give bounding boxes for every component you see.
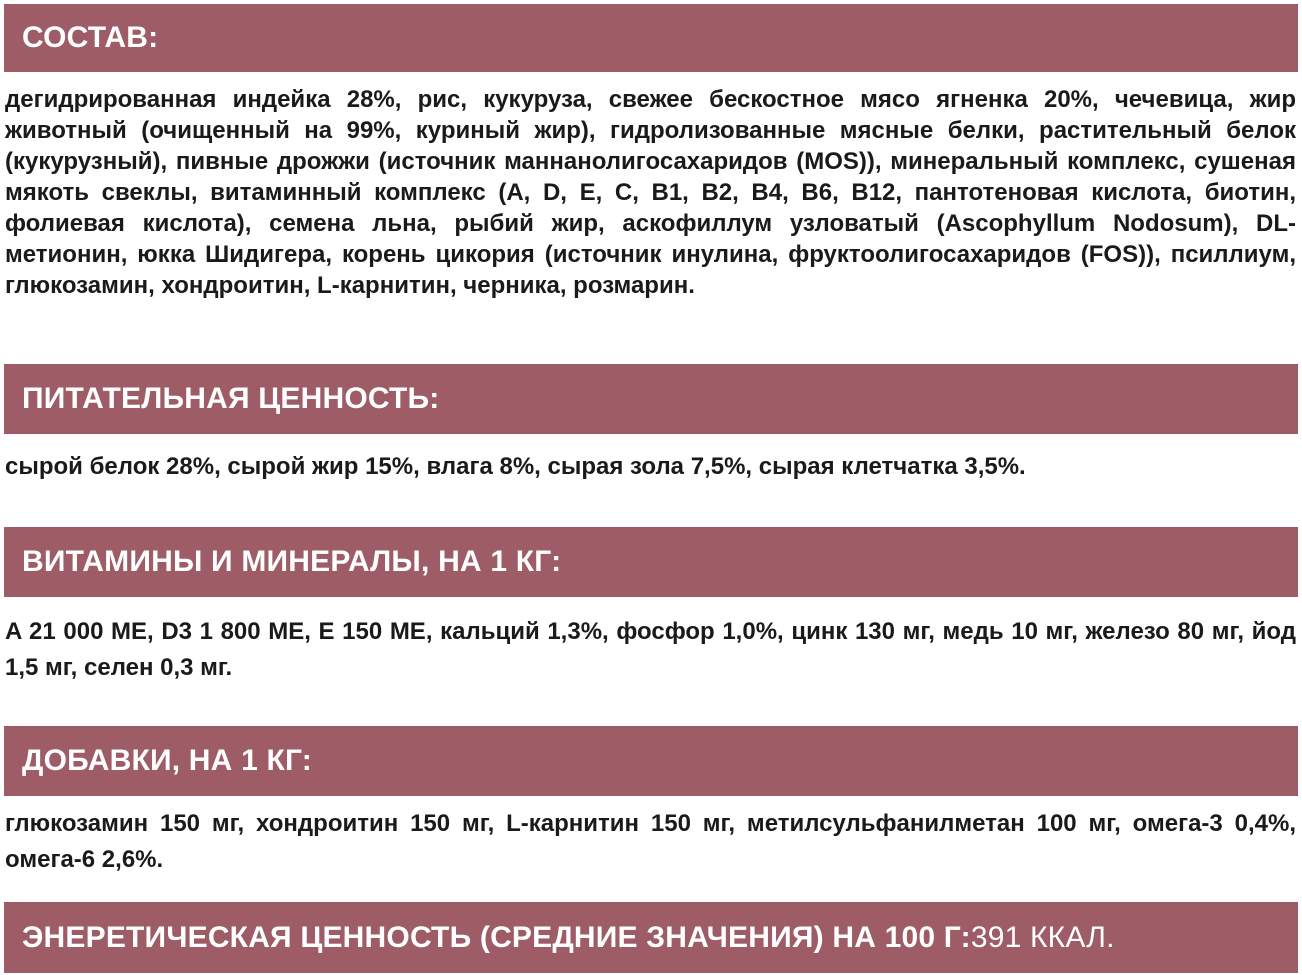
vitamins-title: ВИТАМИНЫ И МИНЕРАЛЫ, НА 1 КГ:: [22, 545, 562, 578]
energy-value: 391 ККАЛ.: [970, 920, 1115, 954]
nutrition-text: сырой белок 28%, сырой жир 15%, влага 8%, сырая зола 7,5%, сырая клетчатка 3,5%.: [5, 453, 1026, 480]
nutrition-title: ПИТАТЕЛЬНАЯ ЦЕННОСТЬ:: [22, 382, 440, 415]
composition-title: СОСТАВ:: [22, 21, 159, 54]
composition-text: дегидрированная индейка 28%, рис, кукуруза, свежее бескостное мясо ягненка 20%, чечевица, жир животный (очищенный на 99%, куриный жир), гидролизованные мясные белки, растительный белок (кукурузный), пивные дрожжи (источник маннанолигосахаридов (MOS)), минеральный комплекс, сушеная мякоть свеклы, витаминный комплекс (A, D, E, C, B1, B2, B4, B6, B12, пантотеновая кислота, биотин, фолиевая кислота), семена льна, рыбий жир, аскофиллум узловатый (Ascophyllum Nodosum), DL-метионин, юкка Шидигера, корень цикория (источник инулина, фруктоолигосахаридов (FOS)), псиллиум, глюкозамин, хондроитин, L-карнитин, черника, розмарин.: [5, 86, 1296, 299]
nutrition-header: [4, 364, 1298, 434]
vitamins-text: A 21 000 МЕ, D3 1 800 МЕ, E 150 МЕ, кальций 1,3%, фосфор 1,0%, цинк 130 мг, медь 10 мг, железо 80 мг, йод 1,5 мг, селен 0,3 мг.: [5, 618, 1296, 681]
energy-header: [4, 902, 1298, 973]
vitamins-header: [4, 527, 1298, 597]
additives-text: глюкозамин 150 мг, хондроитин 150 мг, L-карнитин 150 мг, метилсульфанилметан 100 мг, омега-3 0,4%, омега-6 2,6%.: [5, 810, 1296, 873]
additives-title: ДОБАВКИ, НА 1 КГ:: [22, 744, 312, 777]
composition-header: [4, 4, 1298, 72]
additives-header: [4, 726, 1298, 796]
energy-title: ЭНЕРЕТИЧЕСКАЯ ЦЕННОСТЬ (СРЕДНИЕ ЗНАЧЕНИЯ) НА 100 Г:: [22, 920, 971, 954]
